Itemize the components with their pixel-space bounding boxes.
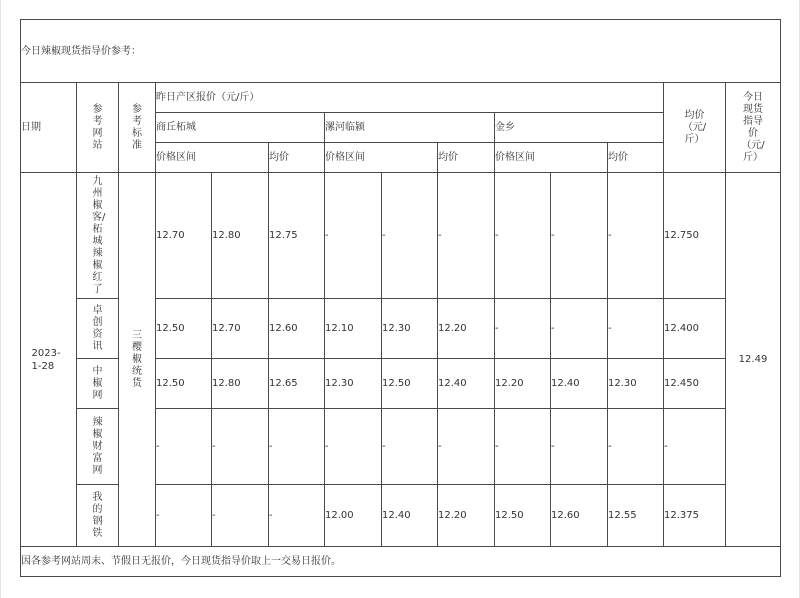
price-cell: - [382, 173, 438, 299]
price-cell: - [325, 173, 382, 299]
price-table [20, 19, 781, 577]
price-cell: 12.70 [156, 173, 212, 299]
region-shangqiu: 商丘柘城 [156, 113, 325, 143]
left-edge [0, 0, 1, 598]
footnote: 因各参考网站周末、节假日无报价，今日现货指导价取上一交易日报价。 [21, 547, 781, 577]
standard-cell: 三樱椒统货 [119, 173, 156, 547]
header-date: 日期 [21, 83, 77, 173]
avg-header: 均价 [608, 143, 664, 173]
price-cell: 12.40 [438, 359, 495, 409]
table-row [21, 173, 781, 299]
avg-cell: - [664, 409, 726, 485]
avg-cell: 12.375 [664, 485, 726, 547]
price-cell: - [212, 485, 269, 547]
price-cell: - [212, 409, 269, 485]
price-cell: 12.40 [382, 485, 438, 547]
price-cell: 12.00 [325, 485, 382, 547]
price-cell: - [382, 409, 438, 485]
price-range-header: 价格区间 [495, 143, 608, 173]
price-cell: - [495, 173, 551, 299]
price-cell: - [608, 299, 664, 359]
price-cell: 12.80 [212, 173, 269, 299]
avg-header: 均价 [269, 143, 325, 173]
header-website: 参考网站 [77, 83, 119, 173]
price-cell: - [269, 485, 325, 547]
header-yesterday-price: 昨日产区报价（元/斤） [156, 83, 664, 113]
price-cell: - [325, 409, 382, 485]
header-average: 均价（元/斤） [664, 83, 726, 173]
price-cell: 12.60 [269, 299, 325, 359]
today-price-cell: 12.49 [726, 173, 781, 547]
price-cell: - [608, 173, 664, 299]
price-cell: - [551, 409, 608, 485]
price-cell: - [438, 173, 495, 299]
price-cell: 12.30 [608, 359, 664, 409]
price-cell: - [495, 409, 551, 485]
price-cell: - [495, 299, 551, 359]
site-cell: 中椒网 [77, 359, 119, 409]
price-cell: 12.75 [269, 173, 325, 299]
price-cell: - [269, 409, 325, 485]
price-cell: 12.50 [156, 299, 212, 359]
price-cell: 12.40 [551, 359, 608, 409]
price-cell: 12.50 [495, 485, 551, 547]
site-cell: 卓创资讯 [77, 299, 119, 359]
region-luohe: 漯河临颍 [325, 113, 495, 143]
site-cell: 我的钢铁 [77, 485, 119, 547]
price-cell: - [551, 299, 608, 359]
price-cell: 12.20 [495, 359, 551, 409]
price-cell: 12.30 [325, 359, 382, 409]
header-today-price: 今日现货指导价（元/斤） [726, 83, 781, 173]
price-cell: 12.55 [608, 485, 664, 547]
date-cell: 2023-1-28 [21, 173, 77, 547]
avg-cell: 12.750 [664, 173, 726, 299]
price-cell: 12.20 [438, 485, 495, 547]
price-cell: 12.30 [382, 299, 438, 359]
price-cell: 12.50 [382, 359, 438, 409]
site-cell: 九州椒客/柘城辣椒红了 [77, 173, 119, 299]
price-cell: 12.20 [438, 299, 495, 359]
avg-header: 均价 [438, 143, 495, 173]
table-title: 今日辣椒现货指导价参考： [21, 20, 781, 83]
price-cell: 12.80 [212, 359, 269, 409]
price-cell: 12.70 [212, 299, 269, 359]
price-range-header: 价格区间 [325, 143, 438, 173]
region-jinxiang: 金乡 [495, 113, 664, 143]
price-range-header: 价格区间 [156, 143, 269, 173]
price-cell: - [438, 409, 495, 485]
avg-cell: 12.400 [664, 299, 726, 359]
header-standard: 参考标准 [119, 83, 156, 173]
price-cell: - [551, 173, 608, 299]
price-cell: 12.65 [269, 359, 325, 409]
price-cell: 12.10 [325, 299, 382, 359]
price-cell: - [608, 409, 664, 485]
price-cell: 12.60 [551, 485, 608, 547]
price-cell: 12.50 [156, 359, 212, 409]
site-cell: 辣椒财富网 [77, 409, 119, 485]
price-cell: - [156, 409, 212, 485]
price-cell: - [156, 485, 212, 547]
avg-cell: 12.450 [664, 359, 726, 409]
